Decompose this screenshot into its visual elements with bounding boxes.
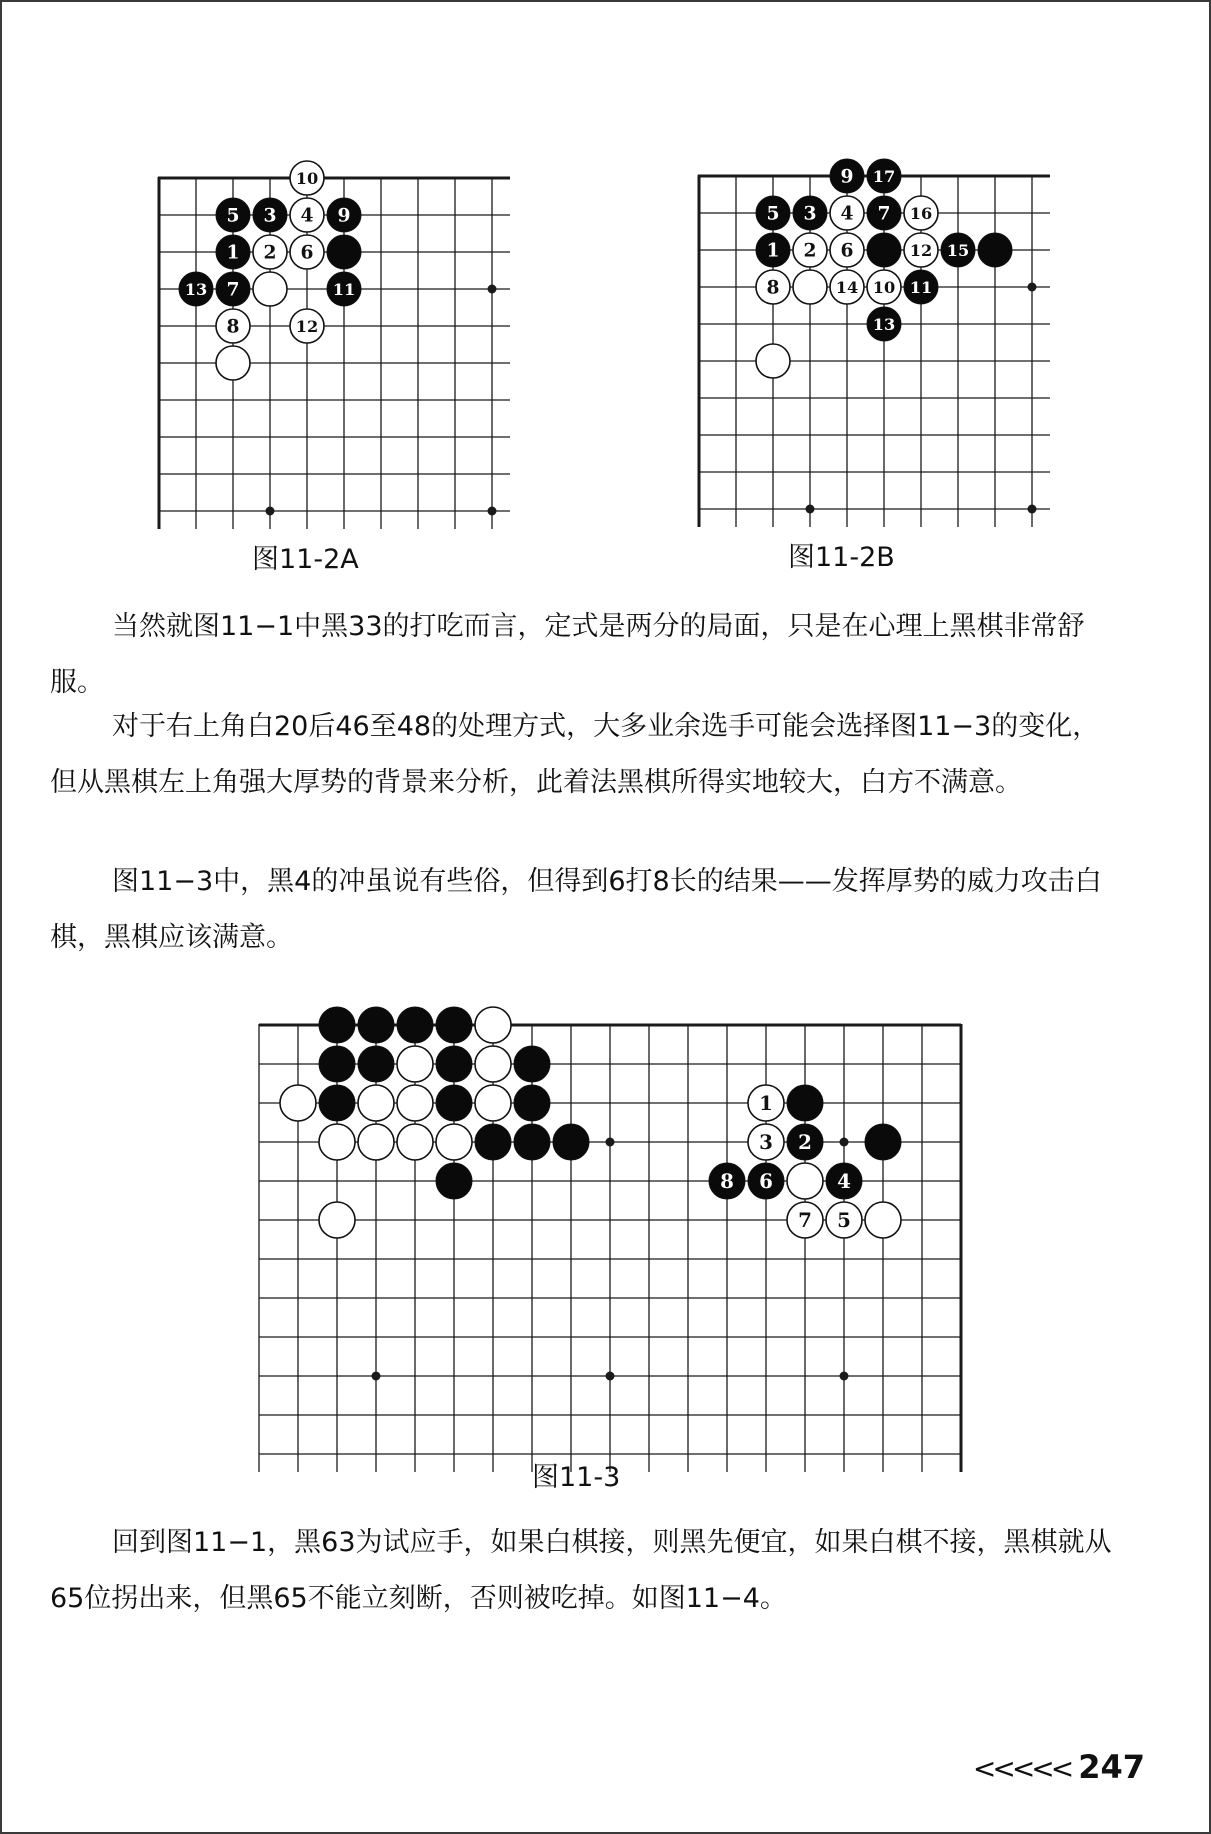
star-point [488,285,497,294]
stone-disc [865,1124,901,1160]
white-stone [290,198,324,232]
black-stone [867,196,901,230]
star-point [1028,283,1037,292]
page-footer [973,1748,1145,1786]
board-grid [158,177,510,529]
star-point [806,505,815,514]
stone-disc [319,1202,355,1238]
white-stone [216,346,250,380]
black-stone [436,1163,472,1199]
go-board-fig-11-3 [237,1003,983,1494]
white-stone [756,344,790,378]
white-stone [475,1046,511,1082]
black-stone [553,1124,589,1160]
board-svg [237,1003,983,1494]
white-stone [290,235,324,269]
black-stone [475,1124,511,1160]
white-stone [280,1085,316,1121]
star-point [606,1138,615,1147]
white-stone [436,1124,472,1160]
white-stone [787,1202,823,1238]
paragraph-3: 图11−3中，黑4的冲虽说有些俗，但得到6打8长的结果——发挥厚势的威力攻击白棋，黑棋应该满意。 [50,866,1102,953]
paragraph-2: 对于右上角白20后46至48的处理方式，大多业余选手可能会选择图11−3的变化，但从黑棋左上角强大厚势的背景来分析，此着法黑棋所得实地较大，白方不满意。 [50,711,1100,798]
paragraph-1: 当然就图11−1中黑33的打吃而言，定式是两分的局面，只是在心理上黑棋非常舒服。 [50,611,1085,698]
stone-move-number: 3 [803,202,817,225]
stone-move-number: 7 [877,202,891,225]
stone-move-number: 15 [946,240,970,260]
stone-move-number: 3 [263,204,277,227]
stone-disc [787,1163,823,1199]
white-stone [748,1085,784,1121]
stone-disc [358,1124,394,1160]
stone-move-number: 9 [337,204,351,227]
stone-disc [327,235,361,269]
black-stone [756,196,790,230]
stone-disc [216,346,250,380]
stone-move-number: 8 [766,276,780,299]
stone-move-number: 1 [766,239,780,262]
stone-move-number: 5 [766,202,780,225]
stone-disc [436,1163,472,1199]
black-stone [216,198,250,232]
stone-move-number: 9 [840,165,854,188]
stone-disc [793,270,827,304]
black-stone [514,1085,550,1121]
black-stone [327,198,361,232]
white-stone [319,1124,355,1160]
star-point [372,1372,381,1381]
stone-move-number: 1 [226,241,240,264]
black-stone [867,233,901,267]
black-stone [327,272,361,306]
stone-disc [280,1085,316,1121]
stone-move-number: 7 [798,1208,812,1233]
stone-move-number: 1 [759,1091,773,1116]
board-grid [698,175,1050,527]
black-stone [514,1046,550,1082]
white-stone [358,1085,394,1121]
stone-move-number: 16 [909,203,933,223]
stone-move-number: 8 [720,1169,734,1194]
black-stone [867,307,901,341]
black-stone [436,1046,472,1082]
white-stone [830,233,864,267]
stone-disc [867,233,901,267]
stone-disc [319,1007,355,1043]
stone-move-number: 14 [835,277,859,297]
board-svg [678,155,1071,548]
stone-disc [436,1085,472,1121]
black-stone [397,1007,433,1043]
stone-disc [319,1046,355,1082]
stone-move-number: 4 [840,202,854,225]
white-stone [253,235,287,269]
book-page [2,2,1209,1832]
stone-disc [436,1124,472,1160]
white-stone [865,1202,901,1238]
star-point [266,507,275,516]
board-svg [138,157,531,550]
stone-move-number: 12 [295,316,319,336]
white-stone [475,1085,511,1121]
stone-move-number: 17 [872,166,896,186]
black-stone [830,159,864,193]
black-stone [867,159,901,193]
black-stone [319,1007,355,1043]
black-stone [514,1124,550,1160]
white-stone [787,1163,823,1199]
page-number: 247 [1078,1748,1145,1786]
black-stone [327,235,361,269]
white-stone [830,196,864,230]
black-stone [216,235,250,269]
stone-move-number: 4 [837,1169,851,1194]
white-stone [216,309,250,343]
stone-move-number: 4 [300,204,314,227]
black-stone [319,1085,355,1121]
black-stone [216,272,250,306]
black-stone [358,1046,394,1082]
stone-disc [865,1202,901,1238]
white-stone [793,233,827,267]
white-stone [748,1124,784,1160]
figure-caption-11-2A: 图11-2A [252,544,359,575]
white-stone [756,270,790,304]
stone-move-number: 2 [798,1130,812,1155]
stone-disc [436,1046,472,1082]
stone-move-number: 11 [909,277,933,297]
white-stone [290,161,324,195]
star-point [840,1372,849,1381]
black-stone [793,196,827,230]
stone-move-number: 5 [226,204,240,227]
stone-disc [397,1046,433,1082]
stone-disc [358,1046,394,1082]
stone-disc [319,1124,355,1160]
stone-move-number: 8 [226,315,240,338]
stone-move-number: 13 [872,314,896,334]
stone-disc [436,1007,472,1043]
black-stone [787,1085,823,1121]
stone-disc [358,1007,394,1043]
figure-caption-11-3: 图11-3 [532,1462,621,1493]
star-point [840,1138,849,1147]
black-stone [978,233,1012,267]
star-point [488,507,497,516]
stone-move-number: 7 [226,278,240,301]
paragraph-4: 回到图11−1，黑63为试应手，如果白棋接，则黑先便宜，如果白棋不接，黑棋就从65位拐出来，但黑65不能立刻断，否则被吃掉。如图11−4。 [50,1527,1112,1614]
black-stone [319,1046,355,1082]
white-stone [397,1124,433,1160]
go-board-fig-11-2A [138,157,531,550]
star-point [606,1372,615,1381]
stone-move-number: 2 [803,239,817,262]
white-stone [397,1085,433,1121]
chevron-left-icon: <<<<< [972,1752,1071,1785]
black-stone [826,1163,862,1199]
stone-move-number: 5 [837,1208,851,1233]
white-stone [358,1124,394,1160]
stone-move-number: 12 [909,240,933,260]
black-stone [865,1124,901,1160]
stone-disc [358,1085,394,1121]
stone-disc [787,1085,823,1121]
white-stone [319,1202,355,1238]
white-stone [475,1007,511,1043]
stone-move-number: 3 [759,1130,773,1155]
stone-disc [553,1124,589,1160]
stone-disc [514,1085,550,1121]
stone-disc [978,233,1012,267]
black-stone [709,1163,745,1199]
white-stone [826,1202,862,1238]
figure-caption-11-2B: 图11-2B [788,542,895,573]
white-stone [253,272,287,306]
stone-move-number: 11 [332,279,356,299]
black-stone [941,233,975,267]
stone-move-number: 10 [295,168,319,188]
black-stone [436,1085,472,1121]
stone-disc [397,1085,433,1121]
black-stone [358,1007,394,1043]
white-stone [904,233,938,267]
stone-disc [756,344,790,378]
white-stone [867,270,901,304]
white-stone [830,270,864,304]
stone-disc [475,1046,511,1082]
star-point [1028,505,1037,514]
black-stone [787,1124,823,1160]
white-stone [397,1046,433,1082]
black-stone [436,1007,472,1043]
white-stone [290,309,324,343]
black-stone [756,233,790,267]
stone-disc [397,1124,433,1160]
stone-disc [514,1124,550,1160]
stone-move-number: 6 [759,1169,773,1194]
white-stone [793,270,827,304]
stone-disc [319,1085,355,1121]
black-stone [179,272,213,306]
stone-disc [475,1085,511,1121]
stone-move-number: 2 [263,241,277,264]
stone-move-number: 6 [300,241,314,264]
stone-move-number: 10 [872,277,896,297]
stone-disc [397,1007,433,1043]
stone-disc [475,1124,511,1160]
go-board-fig-11-2B [678,155,1071,548]
black-stone [748,1163,784,1199]
white-stone [904,196,938,230]
stone-disc [475,1007,511,1043]
stone-disc [514,1046,550,1082]
stone-move-number: 13 [184,279,208,299]
stone-disc [253,272,287,306]
black-stone [904,270,938,304]
black-stone [253,198,287,232]
stone-move-number: 6 [840,239,854,262]
